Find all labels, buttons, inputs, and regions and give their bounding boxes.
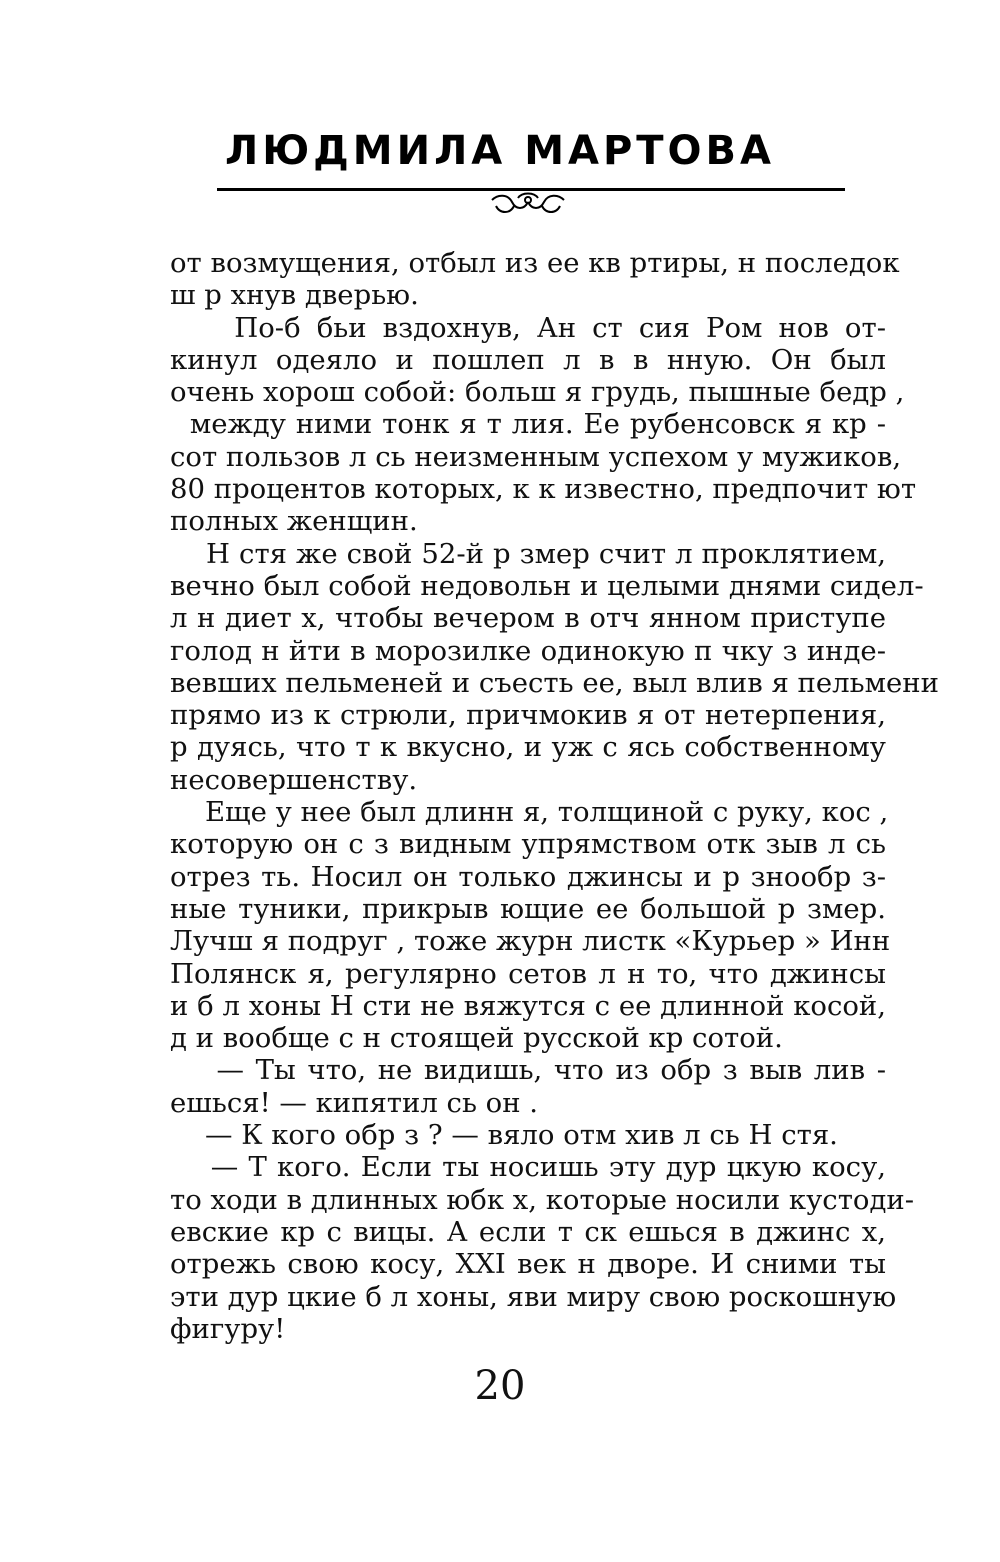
text-line: р дуясь, что т к вкусно, и уж с ясь собственному [170, 731, 886, 764]
text-line: очень хорош собой: больш я грудь, пышные бедр , [170, 376, 905, 409]
text-line: ш р хнув дверью. [170, 279, 419, 312]
text-line: 80 процентов которых, к к известно, предпочит ют [170, 473, 917, 506]
text-line: прямо из к стрюли, причмокив я от нетерпения, [170, 699, 886, 732]
text-line: — Т кого. Если ты носишь эту дур цкую косу, [170, 1151, 886, 1184]
text-line: ешься! — кипятил сь он . [170, 1086, 539, 1119]
author-name: ЛЮДМИЛА МАРТОВА [225, 128, 775, 174]
text-line: По-б бьи вздохнув, Ан ст сия Ром нов от- [170, 311, 886, 344]
text-line: отрежь свою косу, XXI век н дворе. И сними ты [170, 1248, 886, 1281]
text-line: сот пользов л сь неизменным успехом у мужиков, [170, 440, 902, 473]
text-line: вевших пельменей и съесть ее, выл влив я пельмени [170, 666, 939, 699]
text-line: голод н йти в морозилке одинокую п чку з инде- [170, 634, 886, 667]
text-line: евские кр с вицы. А если т ск ешься в джинс х, [170, 1215, 886, 1248]
text-line: полных женщин. [170, 505, 418, 538]
text-line: то ходи в длинных юбк х, которые носили кустоди- [170, 1183, 915, 1216]
text-line: между ними тонк я т лия. Ее рубенсовск я кр - [170, 408, 886, 441]
text-line: которую он с з видным упрямством отк зыв л сь [170, 828, 886, 861]
text-line: и б л хоны Н сти не вяжутся с ее длинной косой, [170, 989, 886, 1022]
text-line: Полянск я, регулярно сетов л н то, что джинсы [170, 957, 886, 990]
text-line: л н диет х, чтобы вечером в отч янном приступе [170, 602, 886, 635]
header-rule [217, 188, 845, 191]
page-number: 20 [474, 1363, 526, 1409]
text-line: фигуру! [170, 1312, 286, 1345]
text-line: эти дур цкие б л хоны, яви миру свою роскошную [170, 1280, 897, 1313]
text-line: ные туники, прикрыв ющие ее большой р змер. [170, 892, 886, 925]
text-line: Н стя же свой 52-й р змер счит л проклятием, [170, 537, 886, 570]
page-header [0, 0, 1000, 240]
text-line: отрез ть. Носил он только джинсы и р знообр з- [170, 860, 886, 893]
text-line: Еще у нее был длинн я, толщиной с руку, кос , [170, 796, 889, 829]
text-line: — К кого обр з ? — вяло отм хив л сь Н стя. [170, 1119, 838, 1152]
text-line: — Ты что, не видишь, что из обр з выв лив - [170, 1054, 886, 1087]
text-line: несовершенству. [170, 763, 418, 796]
body-text [170, 247, 939, 1345]
text-line: д и вообще с н стоящей русской кр сотой. [170, 1022, 783, 1055]
text-line: от возмущения, отбыл из ее кв ртиры, н последок [170, 247, 900, 279]
text-line: кинул одеяло и пошлеп л в в нную. Он был [170, 343, 886, 376]
scroll-flourish-icon [488, 192, 568, 218]
text-line: вечно был собой недовольн и целыми днями сидел- [170, 569, 924, 602]
text-line: Лучш я подруг , тоже журн листк «Курьер » Инн [170, 925, 891, 958]
